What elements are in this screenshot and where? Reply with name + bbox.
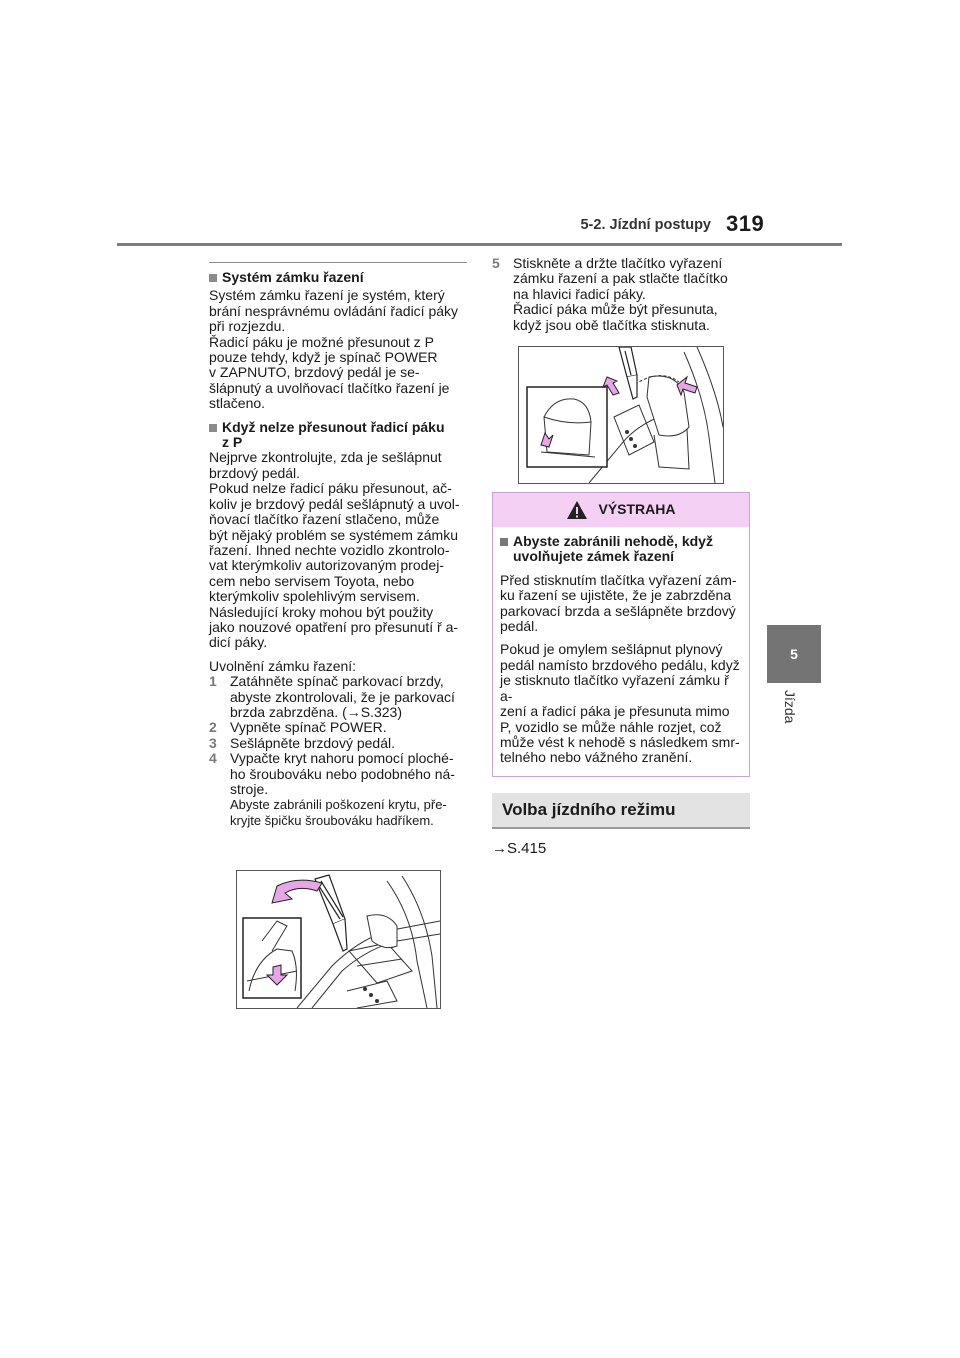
square-bullet-icon (209, 424, 217, 432)
step-item: 4 Vypačte kryt nahoru pomocí ploché- ho šroubováku nebo podobného ná- stroje. Abyste zabránili poškození krytu, pře- kryjte špičku šroubováku hadříkem. (209, 751, 467, 828)
warning-title: VÝSTRAHA (598, 501, 676, 518)
shift-lever-illustration-icon (519, 347, 723, 483)
step-note: kryjte špičku šroubováku hadříkem. (230, 812, 434, 828)
shift-lock-release-illustration (518, 346, 724, 484)
square-bullet-icon (500, 538, 508, 546)
square-bullet-icon (209, 274, 217, 282)
chapter-tab[interactable]: 5 (767, 625, 821, 683)
cannot-shift-description: Nejprve zkontrolujte, zda je sešlápnut brzdový pedál. Pokud nelze řadicí páku přesunout, ač- koliv je brzdový pedál sešlápnutý a uvol- ňovací tlačítko řazení stlačeno, může být nějaký problém se systémem zámku řazení. Ihned nechte vozidlo zkontrolo- vat kterýmkoliv autorizovaným prodej- cem nebo servisem Toyota, nebo kterýmkoliv spolehlivým servisem. Následující kroky mohou být použity jako nouzové opatření pro přesunutí ř a- dicí páky. (209, 449, 460, 651)
chapter-label: Jízda (782, 690, 798, 724)
section-title-bar: Volba jízdního režimu (492, 793, 750, 829)
warning-header (493, 493, 749, 527)
warning-heading: Abyste zabránili nehodě, když uvolňujete zámek řazení (500, 534, 744, 565)
warning-paragraph: Před stisknutím tlačítka vyřazení zám- ku řazení se ujistěte, že je zabrzděna parkovací brzda a sešlápněte brzdový pedál. (500, 571, 737, 635)
warning-triangle-icon (566, 500, 588, 520)
right-column (492, 256, 750, 856)
page-reference-link[interactable]: →S.415 (492, 839, 547, 857)
warning-body (493, 527, 749, 776)
release-intro: Uvolnění zámku řazení: (209, 657, 357, 674)
pry-cover-illustration (236, 870, 441, 1009)
running-header-section: 5-2. Jízdní postupy (580, 217, 711, 233)
shift-lock-heading: Systém zámku řazení (209, 270, 467, 285)
step-item: 3 Sešlápněte brzdový pedál. (209, 734, 395, 751)
screwdriver-illustration-icon (237, 871, 440, 1008)
header-rule (117, 243, 842, 246)
warning-paragraph: Pokud je omylem sešlápnut plynový pedál namísto brzdového pedálu, když je stisknuto tlačítko vyřazení zámku ř a- zení a řadicí páka je přesunuta mimo P, vozidlo se může náhle rozjet, což může vést k nehodě s následkem smr- telného nebo vážného zranění. (500, 641, 740, 766)
step-item: 5 Stiskněte a držte tlačítko vyřazení zámku řazení a pak stlačte tlačítko na hlavici řadicí páky. Řadicí páka může být přesunuta, když jsou obě tlačítka stisknuta. (492, 255, 728, 333)
page-reference-link[interactable]: brzda zabrzděna. (→S.323) (230, 703, 402, 720)
page-number: 319 (726, 211, 765, 236)
warning-box (492, 492, 750, 777)
cannot-shift-heading: Když nelze přesunout řadicí páku z P (209, 420, 467, 451)
step-item: 1 Zatáhněte spínač parkovací brzdy, abyste zkontrolovali, že je parkovací brzda zabrzděna. (→S.323) (209, 674, 467, 720)
column-top-rule (209, 262, 467, 263)
shift-lock-description: Systém zámku řazení je systém, který brání nesprávnému ovládání řadicí páky při rozjezdu. Řadicí páku je možné přesunout z P pouze tehdy, když je spínač POWER v ZAPNUTO, brzdový pedál je se- šlápnutý a uvolňovací tlačítko řazení je stlačeno. (209, 287, 459, 412)
left-column (209, 262, 467, 828)
step-item: 2 Vypněte spínač POWER. (209, 719, 387, 736)
step-note: Abyste zabránili poškození krytu, pře- (230, 797, 447, 813)
